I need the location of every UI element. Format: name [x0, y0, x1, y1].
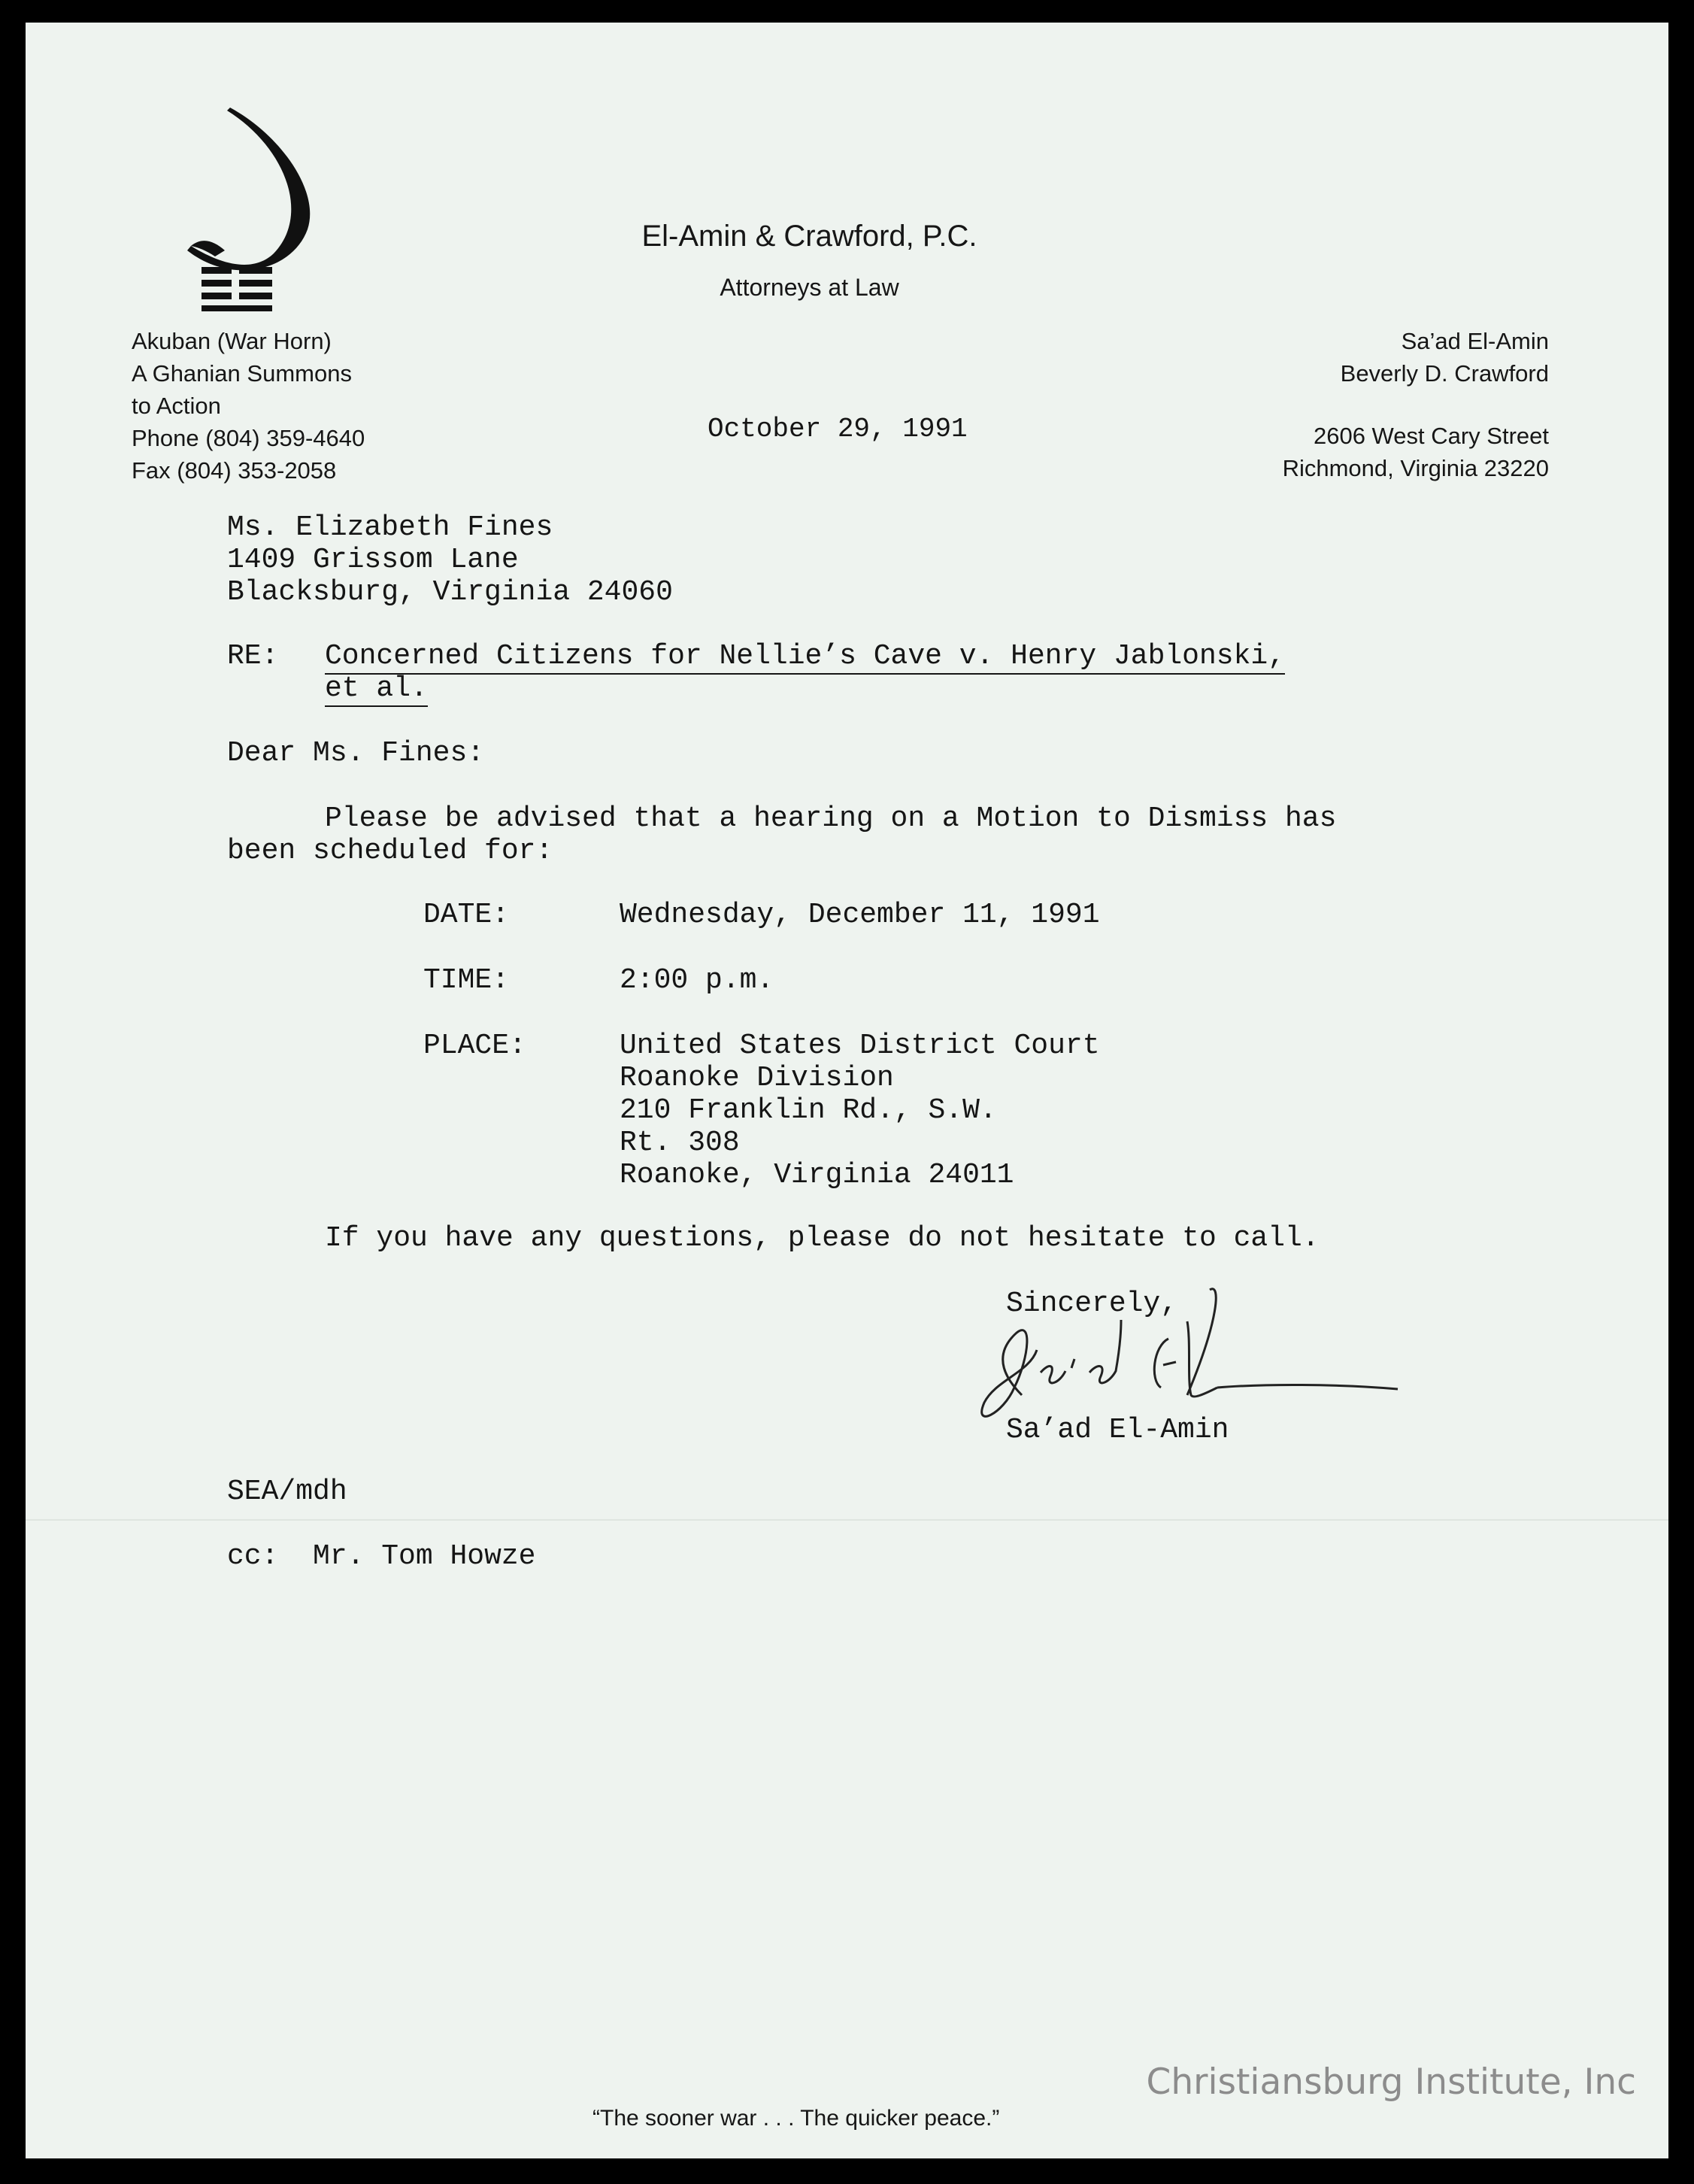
hearing-date-label: DATE: — [423, 899, 510, 931]
archive-watermark: Christiansburg Institute, Inc — [1146, 2061, 1636, 2103]
place-line: 210 Franklin Rd., S.W. — [620, 1094, 997, 1127]
logo-caption-line: Akuban (War Horn) — [132, 328, 332, 354]
letter-page — [26, 23, 1668, 2158]
office-address-line: Richmond, Virginia 23220 — [1282, 455, 1549, 481]
salutation: Dear Ms. Fines: — [227, 737, 485, 769]
recipient-address — [227, 511, 673, 608]
typist-initials: SEA/mdh — [227, 1476, 347, 1508]
logo-caption-line: A Ghanian Summons — [132, 360, 352, 387]
fax-number: Fax (804) 353-2058 — [132, 457, 337, 484]
place-line: United States District Court — [620, 1030, 1100, 1062]
letter-date: October 29, 1991 — [708, 414, 968, 444]
hearing-place-value — [620, 1030, 1100, 1191]
sign-off: Sincerely, — [1006, 1288, 1178, 1320]
cc-line — [227, 1540, 535, 1573]
phone-number: Phone (804) 359-4640 — [132, 425, 365, 451]
fold-line — [26, 1519, 1668, 1521]
re-subject — [325, 640, 1285, 672]
closing-paragraph: If you have any questions, please do not hesitate to call. — [325, 1222, 1320, 1254]
partner-name: Sa’ad El-Amin — [1401, 328, 1549, 354]
hearing-date-value: Wednesday, December 11, 1991 — [620, 899, 1100, 931]
office-address-line: 2606 West Cary Street — [1313, 423, 1549, 449]
recipient-line: 1409 Grissom Lane — [227, 544, 519, 576]
re-subject-cont — [325, 672, 428, 705]
body-paragraph-line: Please be advised that a hearing on a Motion to Dismiss has — [325, 802, 1337, 835]
hearing-place-label: PLACE: — [423, 1030, 526, 1062]
re-subject-line1: Concerned Citizens for Nellie’s Cave v. Henry Jablonski, — [325, 640, 1285, 675]
place-line: Roanoke, Virginia 24011 — [620, 1159, 1014, 1191]
recipient-line: Blacksburg, Virginia 24060 — [227, 576, 673, 608]
hearing-time-value: 2:00 p.m. — [620, 964, 774, 996]
hearing-time-label: TIME: — [423, 964, 510, 996]
cc-label: cc: — [227, 1540, 279, 1573]
firm-subtitle: Attorneys at Law — [720, 274, 899, 301]
re-label: RE: — [227, 640, 279, 672]
cc-recipient: Mr. Tom Howze — [313, 1540, 536, 1573]
firm-motto: “The sooner war . . . The quicker peace.” — [592, 2106, 1000, 2131]
logo-caption-line: to Action — [132, 393, 221, 419]
firm-name: El-Amin & Crawford, P.C. — [641, 220, 977, 253]
place-line: Roanoke Division — [620, 1062, 894, 1094]
body-paragraph-line: been scheduled for: — [227, 835, 553, 867]
letterhead-right-block — [1283, 325, 1549, 484]
letterhead-left-block — [132, 325, 365, 487]
signer-name: Sa’ad El-Amin — [1006, 1414, 1229, 1446]
partner-name: Beverly D. Crawford — [1340, 360, 1549, 387]
re-subject-line2: et al. — [325, 672, 428, 707]
recipient-line: Ms. Elizabeth Fines — [227, 511, 553, 544]
place-line: Rt. 308 — [620, 1127, 740, 1159]
